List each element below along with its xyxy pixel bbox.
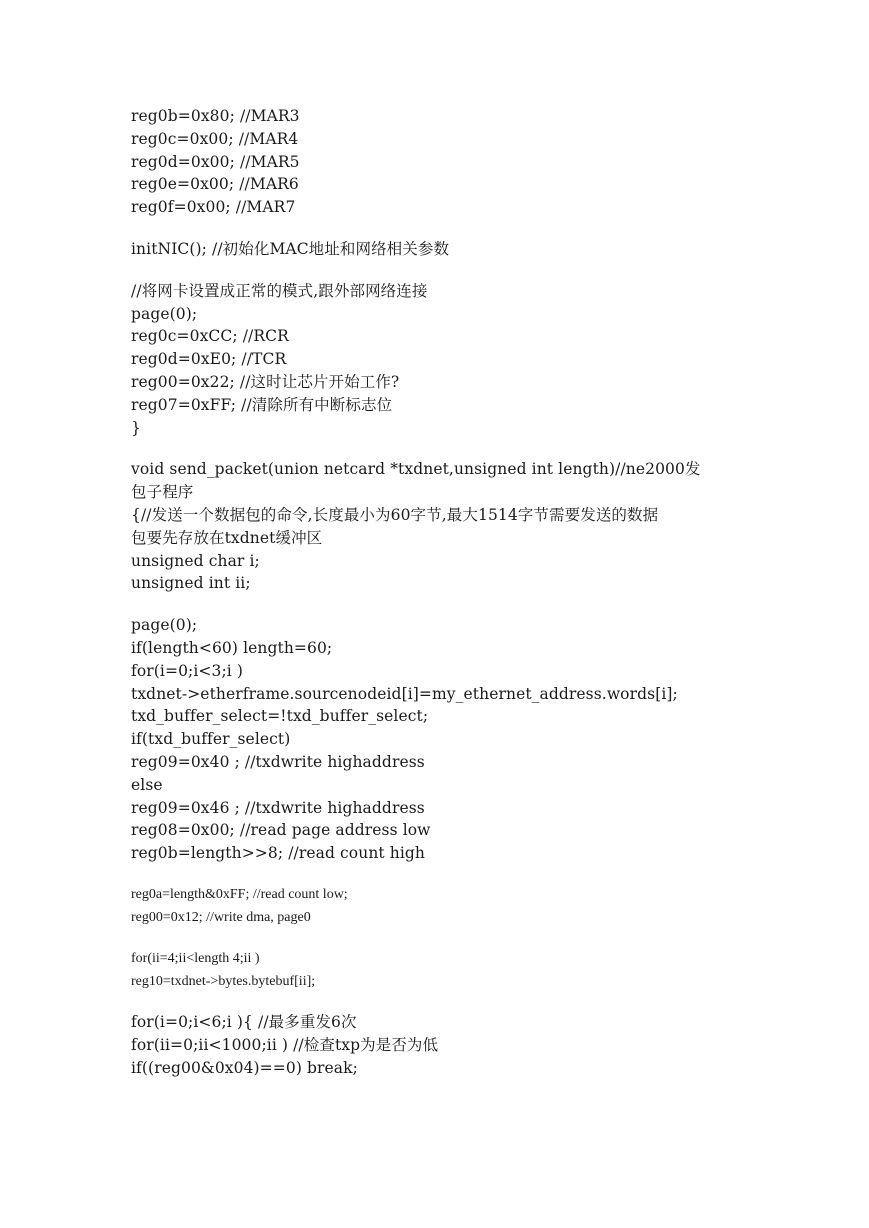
code-line: unsigned char i; <box>131 551 260 570</box>
blank-line <box>131 993 751 1011</box>
code-line: if(length<60) length=60; <box>131 638 333 657</box>
code-line: for(i=0;i<3;i ) <box>131 661 244 680</box>
code-line: reg0b=length>>8; //read count high <box>131 844 426 863</box>
blank-line <box>131 219 751 238</box>
code-line: page(0); <box>131 304 198 323</box>
code-line: reg00=0x22; //这时让芯片开始工作? <box>131 372 400 391</box>
code-line: for(ii=4;ii<length 4;ii ) <box>131 950 260 966</box>
code-line: reg10=txdnet->bytes.bytebuf[ii]; <box>131 973 316 989</box>
code-line: //将网卡设置成正常的模式,跟外部网络连接 <box>131 281 428 300</box>
code-line: reg08=0x00; //read page address low <box>131 821 431 840</box>
code-line: 包子程序 <box>131 483 194 502</box>
code-line: reg09=0x46 ; //txdwrite highaddress <box>131 798 425 817</box>
code-listing <box>131 105 751 1079</box>
code-line: reg0c=0xCC; //RCR <box>131 327 289 346</box>
dma-block <box>131 883 751 929</box>
blank-line <box>131 439 751 458</box>
code-line: reg0f=0x00; //MAR7 <box>131 198 296 217</box>
code-line: reg09=0x40 ; //txdwrite highaddress <box>131 752 425 771</box>
normal-mode-block <box>131 280 751 440</box>
retry-loop-block <box>131 1011 751 1079</box>
code-line: else <box>131 775 163 794</box>
register-block-mar <box>131 105 751 219</box>
blank-line <box>131 261 751 280</box>
code-line: } <box>131 418 141 437</box>
code-line: {//发送一个数据包的命令,长度最小为60字节,最大1514字节需要发送的数据 <box>131 505 659 524</box>
code-line: for(i=0;i<6;i ){ //最多重发6次 <box>131 1012 357 1031</box>
send-packet-body <box>131 614 751 865</box>
code-line: unsigned int ii; <box>131 574 251 593</box>
code-line: page(0); <box>131 616 198 635</box>
code-line: reg0d=0x00; //MAR5 <box>131 152 300 171</box>
code-line: reg0d=0xE0; //TCR <box>131 350 287 369</box>
blank-line <box>131 929 751 947</box>
code-line: txdnet->etherframe.sourcenodeid[i]=my_ethernet_address.words[i]; <box>131 684 678 703</box>
code-line: reg0c=0x00; //MAR4 <box>131 129 299 148</box>
code-line: reg0e=0x00; //MAR6 <box>131 175 299 194</box>
code-line: reg07=0xFF; //清除所有中断标志位 <box>131 395 393 414</box>
blank-line <box>131 595 751 614</box>
code-line: txd_buffer_select=!txd_buffer_select; <box>131 707 429 726</box>
code-line: 包要先存放在txdnet缓冲区 <box>131 528 323 547</box>
code-line: initNIC(); //初始化MAC地址和网络相关参数 <box>131 239 450 258</box>
code-line: reg0a=length&0xFF; //read count low; <box>131 886 348 902</box>
code-line: void send_packet(union netcard *txdnet,unsigned int length)//ne2000发 <box>131 460 701 479</box>
send-packet-header <box>131 458 751 595</box>
copy-loop-block <box>131 947 751 993</box>
code-line: if(txd_buffer_select) <box>131 730 291 749</box>
code-line: reg00=0x12; //write dma, page0 <box>131 909 311 925</box>
code-line: reg0b=0x80; //MAR3 <box>131 107 300 125</box>
code-line: if((reg00&0x04)==0) break; <box>131 1058 358 1077</box>
code-line: for(ii=0;ii<1000;ii ) //检查txp为是否为低 <box>131 1035 439 1054</box>
blank-line <box>131 865 751 883</box>
init-nic-block <box>131 238 751 261</box>
